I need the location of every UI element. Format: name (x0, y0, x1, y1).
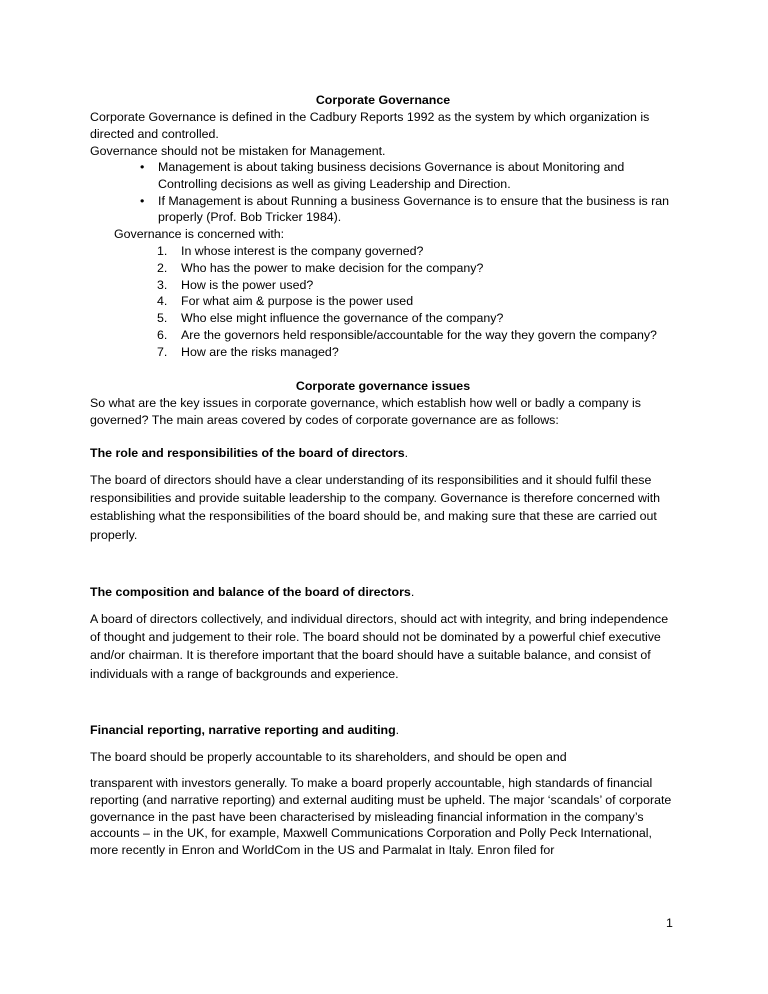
section-heading-text: The role and responsibilities of the board of directors (90, 446, 405, 460)
list-item (140, 159, 680, 193)
list-number: 3. (157, 277, 168, 292)
section-body: The board of directors should have a clear understanding of its responsibilities and it should fulfil these responsibilities and provide suitable leadership to the company. Governance is therefore concerned with establishing what the responsibilities of the board should be, and making sure that these are carried out properly. (90, 473, 661, 542)
issues-title: Corporate governance issues (295, 379, 471, 393)
list-number: 1. (157, 244, 168, 258)
list-item (157, 327, 682, 344)
section-heading (90, 722, 680, 739)
list-item (157, 293, 682, 310)
issues-intro: So what are the key issues in corporate governance, which establish how well or badly a company is governed? The main areas covered by codes of corporate governance are as follows: (90, 396, 641, 427)
list-item-text: In whose interest is the company governed? (181, 244, 424, 258)
document-title: Corporate Governance (315, 93, 451, 107)
list-item (157, 277, 682, 294)
bullet-icon: • (140, 193, 145, 208)
intro-management-note: Governance should not be mistaken for Management. (90, 144, 386, 158)
section-heading-text: The composition and balance of the board of directors (90, 585, 411, 599)
page-number: 1 (666, 916, 673, 930)
section-heading-text: Financial reporting, narrative reporting and auditing (90, 723, 396, 737)
intro-definition: Corporate Governance is defined in the Cadbury Reports 1992 as the system by which organization is directed and controlled. (90, 110, 650, 141)
list-item-text: Are the governors held responsible/accountable for the way they govern the company? (181, 327, 657, 342)
section-heading (90, 584, 680, 601)
list-item-text: For what aim & purpose is the power used (181, 294, 414, 309)
list-number: 6. (157, 327, 168, 342)
heading-period: . (404, 446, 409, 460)
list-number: 5. (157, 311, 168, 326)
concerns-heading: Governance is concerned with: (114, 227, 285, 241)
management-vs-governance-list (140, 159, 680, 226)
list-item-text: Who has the power to make decision for the company? (181, 260, 484, 275)
list-item-text: If Management is about Running a business Governance is to ensure that the business is ran properly (Prof. Bob Tricker 1984). (158, 193, 670, 225)
list-item-text: Who else might influence the governance of the company? (181, 311, 504, 326)
list-item-text: Management is about taking business decisions Governance is about Monitoring and Controlling decisions as well as giving Leadership and Direction. (158, 160, 625, 191)
list-number: 4. (157, 294, 168, 309)
section-body-continued: transparent with investors generally. To make a board properly accountable, high standards of financial reporting (and narrative reporting) and external auditing must be upheld. The major ‘scandals’ of corporate governance in the past have been characterised by misleading financial information in the company’s accounts – in the UK, for example, Maxwell Communications Corporation and Polly Peck International, more recently in Enron and WorldCom in the US and Parmalat in Italy. Enron filed for (90, 776, 672, 858)
heading-period: . (395, 723, 400, 737)
list-item (140, 193, 680, 227)
bullet-icon: • (140, 160, 145, 174)
list-item (157, 243, 682, 260)
list-item (157, 344, 682, 361)
heading-period: . (410, 585, 415, 599)
section-body: The board should be properly accountable to its shareholders, and should be open and (90, 750, 567, 764)
section-heading (90, 445, 680, 462)
list-item (157, 260, 682, 277)
governance-concerns-list (157, 243, 682, 361)
list-number: 7. (157, 344, 168, 359)
section-body: A board of directors collectively, and individual directors, should act with integrity, and bring independence of thought and judgement to their role. The board should not be dominated by a powerful chief executive and/or chairman. It is therefore important that the board should have a suitable balance, and consist of individuals with a range of backgrounds and experience. (90, 612, 669, 681)
list-item (157, 310, 682, 327)
list-item-text: How are the risks managed? (181, 344, 339, 359)
list-item-text: How is the power used? (181, 277, 314, 292)
list-number: 2. (157, 260, 168, 275)
